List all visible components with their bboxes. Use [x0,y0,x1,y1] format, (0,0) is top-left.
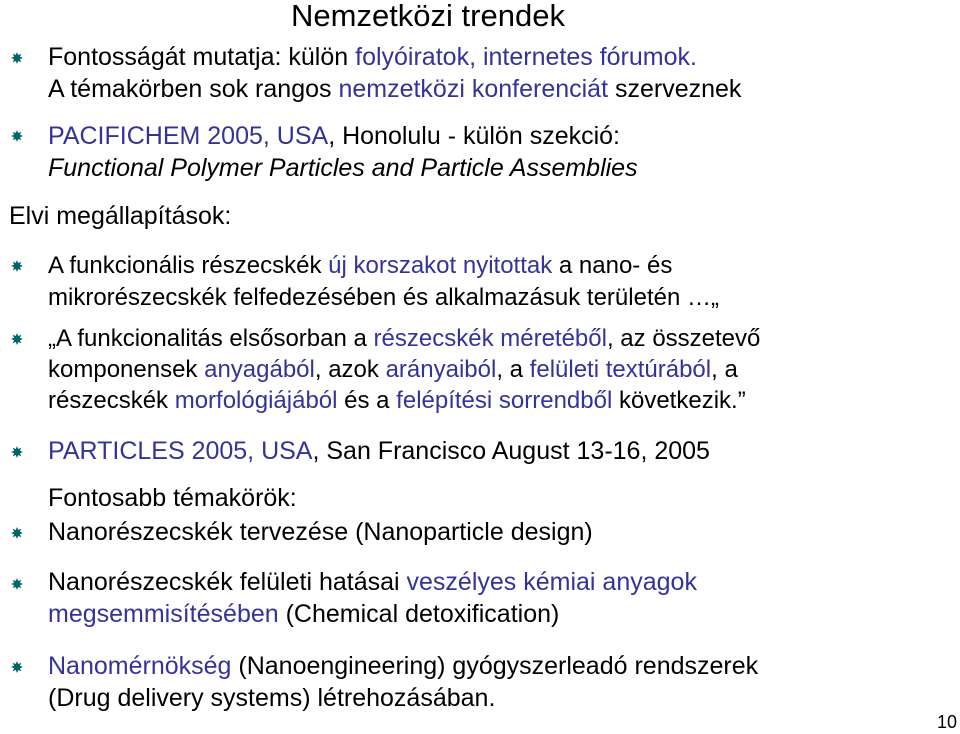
bullet-7-line-1 [48,567,697,598]
burst-bullet-icon [11,578,23,590]
text-segment: Nanorészecskék felületi hatásai [48,568,407,596]
bullet-8-line-2 [48,683,495,714]
text-segment: részecskék méretéből [373,325,607,352]
burst-bullet-icon [11,333,23,345]
text-segment: felépítési sorrendből [396,387,613,414]
bullet-3-line-1 [48,250,672,281]
text-segment: és a [337,387,397,414]
bullet-7-line-2 [48,599,559,630]
text-segment: (Nanoengineering) gyógyszerleadó rendszerek [231,652,759,680]
text-segment: (Chemical detoxification) [278,600,560,628]
text-segment: a nano- és [552,252,673,279]
text-segment: , azok [314,356,386,383]
burst-bullet-icon [11,446,23,458]
text-segment: , a [496,356,530,383]
text-segment: komponensek [48,356,205,383]
text-segment: felületi textúrából [529,356,712,383]
text-segment: , a [711,356,738,383]
subheading: Fontosabb témakörök: [48,484,297,512]
bullet-3-line-2 [48,282,719,313]
text-segment: morfológiájából [174,387,338,414]
text-segment: szerveznek [608,75,742,103]
text-segment: Functional Polymer Particles and Particle Assemblies [48,154,638,182]
text-segment: veszélyes kémiai anyagok [406,568,697,596]
text-segment: , az összetevő [606,325,761,352]
text-segment: nemzetközi konferenciát [338,75,609,103]
bullet-1-line-1 [48,42,697,73]
text-segment: PACIFICHEM 2005, USA [48,122,329,150]
text-segment: (Drug delivery systems) létrehozásában. [48,684,496,712]
text-segment: , San Francisco August 13-16, 2005 [312,437,710,465]
burst-bullet-icon [11,260,23,272]
section-heading: Elvi megállapítások: [9,202,232,230]
text-segment: mikrorészecskék felfedezésében és alkalmazásuk területén …„ [48,284,719,311]
bullet-5-line-1 [48,436,710,467]
text-segment: arányaiból [385,356,497,383]
bullet-8-line-1 [48,651,758,682]
bullet-2-line-2 [48,153,638,184]
text-segment: Nanomérnökség [48,652,232,680]
text-segment: A funkcionális részecskék [48,252,329,279]
text-segment: Nanorészecskék tervezése (Nanoparticle design) [48,518,593,546]
slide-title: Nemzetközi trendek [291,0,565,33]
text-segment: , Honolulu - külön szekció: [328,122,620,150]
text-segment: új korszakot nyitottak [328,252,553,279]
page-number: 10 [937,712,958,732]
text-segment: következik.” [612,387,746,414]
bullet-2-line-1 [48,121,620,152]
text-segment: megsemmisítésében [48,600,279,628]
bullet-6-line-1 [48,517,593,548]
burst-bullet-icon [11,130,23,142]
bullet-4-line-2 [48,354,738,385]
text-segment: folyóiratok, internetes fórumok. [355,43,697,71]
burst-bullet-icon [11,661,23,673]
text-segment: Fontosságát mutatja: külön [48,43,356,71]
bullet-1-line-2 [48,74,741,105]
bullet-4-line-3 [48,385,746,416]
text-segment: „A funkcionalitás elsősorban a [48,325,374,352]
text-segment: A témakörben sok rangos [48,75,339,103]
text-segment: PARTICLES 2005, USA [48,437,313,465]
burst-bullet-icon [11,52,23,64]
text-segment: részecskék [48,387,175,414]
burst-bullet-icon [11,527,23,539]
text-segment: anyagából [204,356,315,383]
bullet-4-line-1 [48,323,760,354]
